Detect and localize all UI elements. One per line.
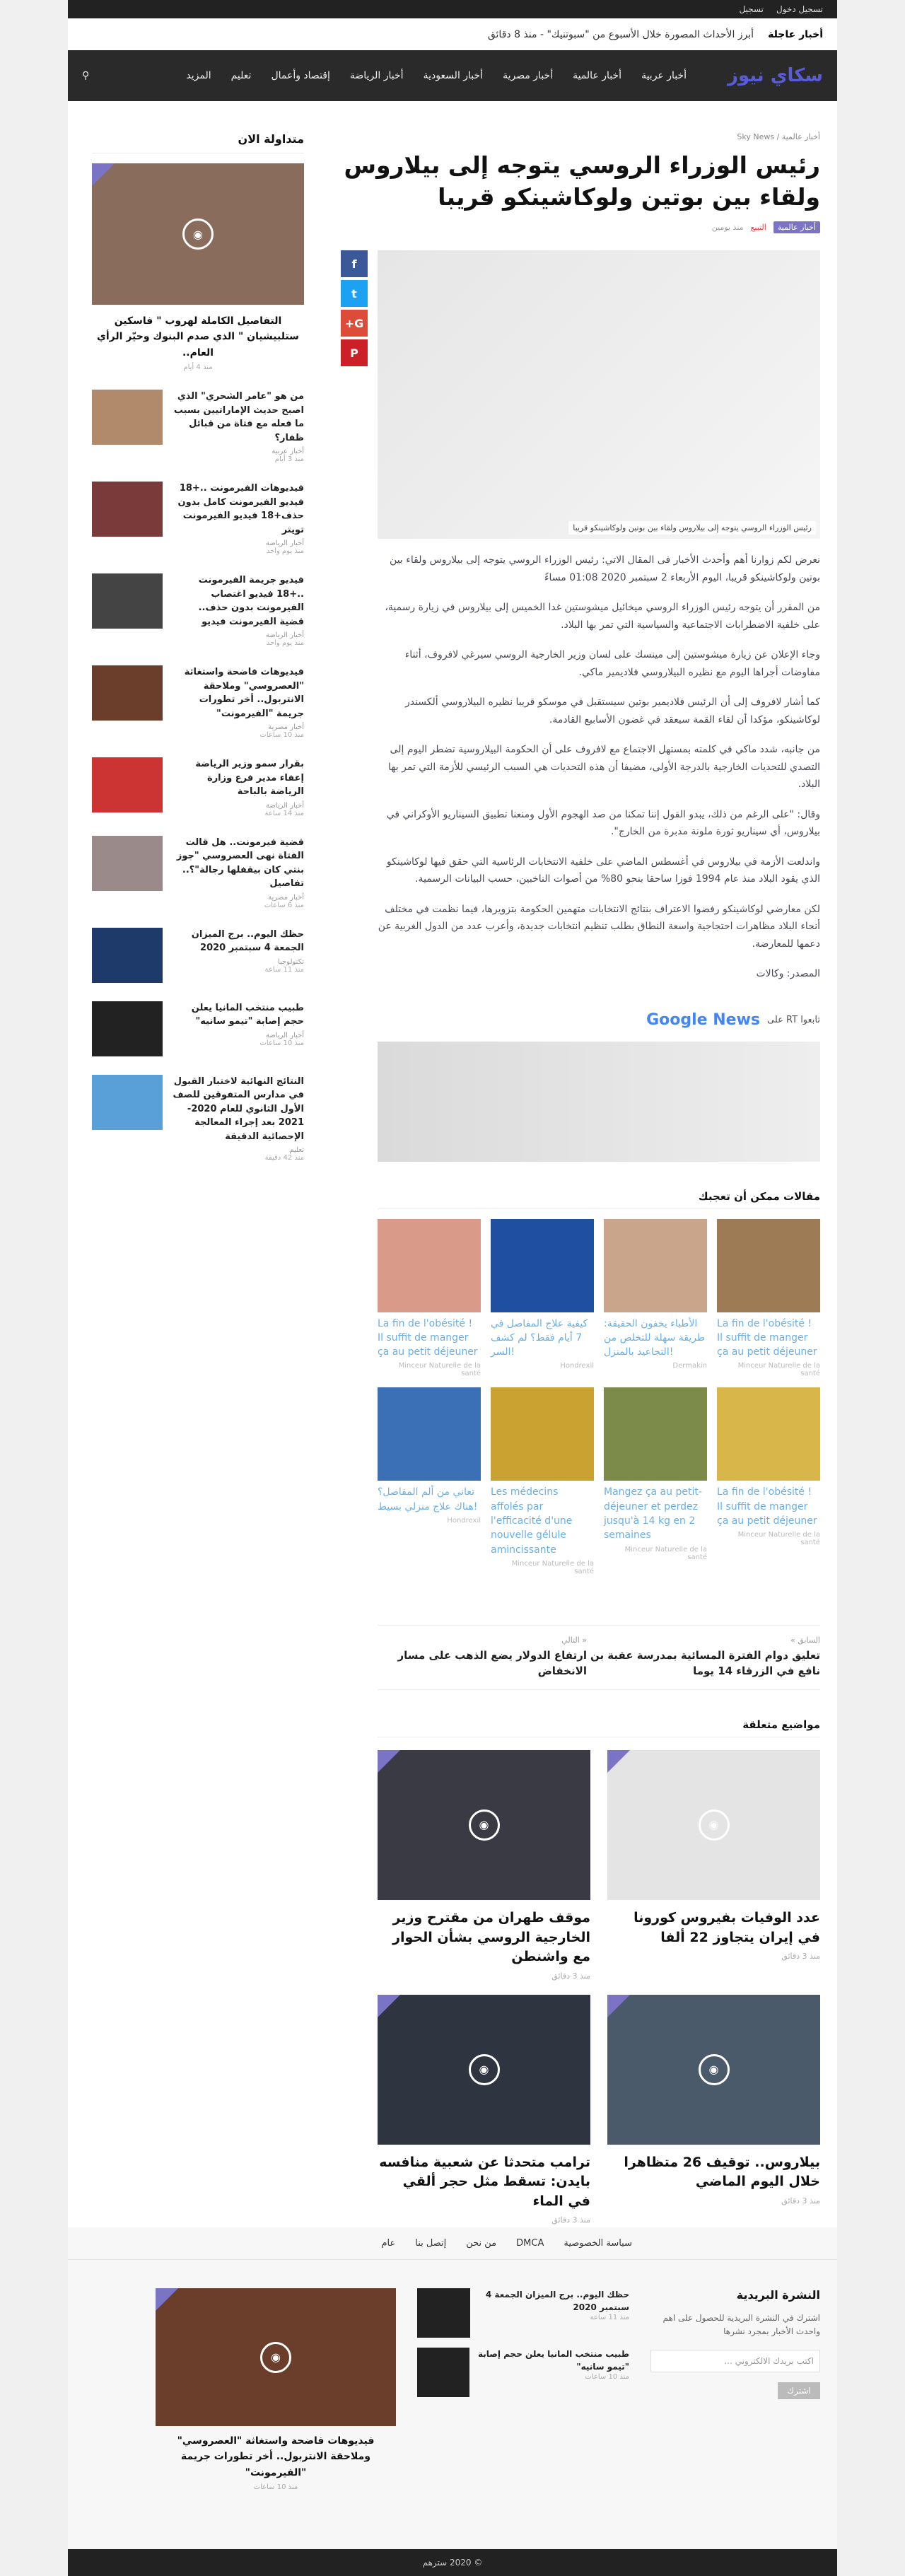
recommended-image[interactable]: [604, 1219, 707, 1312]
trending-title[interactable]: من هو "عامر الشحري" الذي اصبح حديث الإماراتيين بسبب ما فعله مع فتاة من قبائل ظفار؟: [173, 391, 304, 443]
recommended-card[interactable]: [717, 1219, 820, 1378]
feature-title[interactable]: التفاصيل الكاملة لهروب " فاسكين ستلبيشيان " الذي صدم البنوك وحيّر الرأي العام..: [97, 315, 299, 359]
related-image[interactable]: [607, 1995, 820, 2145]
footer-mini-thumb[interactable]: [417, 2348, 469, 2397]
related-title: مواضيع متعلقة: [378, 1718, 820, 1737]
recommended-title[interactable]: الأطباء يخفون الحقيقة: طريقة سهلة للتخلص من التجاعيد بالمنزل!: [604, 1317, 706, 1358]
trending-date: منذ 14 ساعة: [264, 809, 304, 817]
trending-title[interactable]: النتائج النهائية لاختبار القبول في مدارس المتفوقين للصف الأول الثانوي للعام 2020-2021 بعد إجراء المعالجة الإحصائية الدقيقة: [173, 1076, 304, 1142]
footer-mini-title[interactable]: حظك اليوم.. برج الميزان الجمعة 4 سبتمبر 2020: [485, 2290, 629, 2312]
trending-date: منذ يوم واحد: [266, 639, 304, 648]
newsletter-title: النشرة البريدية: [736, 2288, 820, 2302]
page: [68, 0, 837, 2576]
camera-icon: ◉: [699, 1809, 730, 1841]
register-link[interactable]: تسجيل: [739, 4, 764, 14]
site-logo[interactable]: سكاي نيوز: [728, 65, 823, 86]
recommended-title[interactable]: كيفية علاج المفاصل في 7 أيام فقط؟ لم كشف السر!: [491, 1317, 588, 1358]
trending-thumb[interactable]: [92, 836, 163, 891]
next-title[interactable]: ارتفاع الدولار يضع الذهب على مسار الانخفاض: [397, 1648, 587, 1678]
recommended-card[interactable]: [491, 1387, 594, 1575]
top-bar: [68, 0, 837, 18]
trending-category[interactable]: أخبار مصرية: [268, 723, 304, 732]
trending-category[interactable]: أخبار الرياضة: [265, 1031, 304, 1039]
article-time: منذ يومين: [711, 223, 744, 233]
nav-item-more[interactable]: المزيد: [186, 70, 211, 81]
recommended-source: Hondrexil: [560, 1362, 594, 1370]
related-card[interactable]: [607, 1995, 820, 2225]
recommended-image[interactable]: [378, 1219, 481, 1312]
article-paragraph: كما أشار لافروف إلى أن الرئيس فلاديمير بوتين سيستقبل في موسكو قريبا نظيره البيلاروسي ألكسندر لوكاشينكو، مؤكدا أن لقاء القمة سيعقد في غضون الأسابيع القادمة.: [404, 697, 820, 725]
trending-title[interactable]: بقرار سمو وزير الرياضة إعفاء مدير فرع وزارة الرياضة بالباحة: [195, 759, 304, 798]
nav-item-education[interactable]: تعليم: [230, 70, 252, 81]
recommended-source: Minceur Naturelle de la santé: [737, 1531, 820, 1547]
next-post[interactable]: [354, 1636, 587, 1679]
camera-icon: ◉: [699, 2054, 730, 2085]
related-card[interactable]: [607, 1750, 820, 1981]
camera-icon: ◉: [469, 1809, 500, 1841]
trending-item[interactable]: [92, 573, 304, 647]
related-title[interactable]: موقف طهران من مقترح وزير الخارجية الروسي بشأن الحوار مع واشنطن: [392, 1909, 590, 1965]
feature-image[interactable]: [92, 163, 304, 305]
trending-thumb[interactable]: [92, 928, 163, 983]
related-date: منذ 3 دقائق: [781, 1952, 820, 1962]
recommended-image[interactable]: [491, 1219, 594, 1312]
breaking-news-bar: [68, 18, 837, 50]
article-paragraph: من المقرر أن يتوجه رئيس الوزراء الروسي ميخائيل ميشوستين غدا الخميس إلى بيلاروس في زيارة رسمية، على خلفية الاضطرابات الاجتماعية والسياسية التي تمر بها البلاد.: [385, 602, 820, 631]
footer-mini-list: [417, 2288, 629, 2491]
trending-title[interactable]: فيديوهات الفيرمونت ..+18 فيديو الفيرمونت كامل بدون حذف+18 فيديو الفيرمونت تويتر: [177, 483, 304, 535]
nav-item-egypt[interactable]: أخبار مصرية: [503, 70, 554, 81]
article-paragraph: وجاء الإعلان عن زيارة ميشوستين إلى مينسك على لسان وزير الخارجية الروسي سيرغي لافروف، أثناء مفاوضات أجراها اليوم مع نظيره البيلاروسي فلاديمير ماكي.: [404, 649, 820, 678]
trending-title: متداولة الان: [92, 132, 304, 153]
related-title[interactable]: ترامب متحدثا عن شعبية منافسه بايدن: تسقط مثل حجر ألقي في الماء: [379, 2154, 590, 2209]
trending-date: منذ 11 ساعة: [264, 965, 304, 974]
recommended-source: Dermakin: [672, 1362, 707, 1370]
nav-item-economy[interactable]: إقتصاد وأعمال: [271, 70, 330, 81]
trending-item[interactable]: [92, 928, 304, 983]
recommended-card[interactable]: [717, 1387, 820, 1575]
footer-mini-item[interactable]: [417, 2288, 629, 2338]
category-badge[interactable]: أخبار عالمية: [773, 221, 820, 233]
footer-link-privacy[interactable]: سياسة الخصوصية: [564, 2238, 632, 2249]
related-date: منذ 3 دقائق: [551, 2215, 590, 2225]
related-card[interactable]: [378, 1995, 590, 2225]
next-label: « التالي: [561, 1635, 587, 1645]
trending-date: منذ 10 ساعات: [259, 731, 304, 740]
trending-title[interactable]: فيديو جريمة الفيرمونت ..+18 فيديو اغتصاب الفيرمونت بدون حذف.. قضية الفيرمونت فيديو: [198, 575, 304, 627]
nav-item-arab[interactable]: أخبار عربية: [641, 70, 687, 81]
trending-thumb[interactable]: [92, 573, 163, 629]
trending-category[interactable]: أخبار الرياضة: [265, 540, 304, 548]
trending-date: منذ 10 ساعات: [259, 1039, 304, 1047]
recommended-source: Minceur Naturelle de la santé: [398, 1362, 481, 1378]
gnews-text: تابعوا RT على: [767, 1014, 820, 1025]
facebook-icon[interactable]: f: [341, 250, 368, 277]
recommended-card[interactable]: [491, 1219, 594, 1378]
footer-mini-title[interactable]: طبيب منتخب المانيا يعلن حجم إصابة "تيمو سانيه": [477, 2349, 629, 2372]
recommended-source: Minceur Naturelle de la santé: [737, 1362, 820, 1378]
newsletter-text: اشترك في النشرة البريدية للحصول على اهم واحدث الأخبار بمجرد نشرها: [662, 2313, 820, 2337]
trending-date: منذ 42 دقيقة: [264, 1154, 304, 1162]
prev-label: السابق »: [790, 1635, 820, 1645]
nav-item-saudi[interactable]: أخبار السعودية: [423, 70, 484, 81]
nav-item-sports[interactable]: أخبار الرياضة: [349, 70, 404, 81]
article-paragraph: وقال: "على الرغم من ذلك، يبدو القول إننا تمكنا من صد الهجوم الأول ومنعنا تطبيق السيناريو الأوكراني في بيلاروس، أي سيناريو ثورة ملونة مدبرة من الخارج".: [386, 808, 820, 838]
recommended-card[interactable]: [604, 1219, 707, 1378]
camera-icon: ◉: [260, 2342, 291, 2373]
trending-title[interactable]: فيديوهات فاضحة واستغاثة "العصروسي" وملاحقة الانتربول.. أخر تطورات جريمة "الفيرمونت": [184, 667, 304, 719]
trending-category[interactable]: تكنولوجيا: [278, 957, 304, 966]
share-bar: [341, 250, 368, 2225]
trending-item[interactable]: [92, 665, 304, 739]
trending-item[interactable]: [92, 836, 304, 909]
trending-date: منذ 6 ساعات: [264, 901, 304, 909]
trending-thumb[interactable]: [92, 665, 163, 721]
recommended-image[interactable]: [491, 1387, 594, 1481]
related-date: منذ 3 دقائق: [781, 2196, 820, 2205]
related-card[interactable]: [378, 1750, 590, 1981]
related-image[interactable]: [378, 1995, 590, 2145]
footer-mini-thumb[interactable]: [417, 2288, 470, 2338]
recommended-image[interactable]: [604, 1387, 707, 1481]
main-nav: [68, 50, 837, 101]
trending-thumb[interactable]: [92, 1001, 163, 1056]
related-date: منذ 3 دقائق: [551, 1971, 590, 1981]
camera-icon: ◉: [182, 218, 214, 250]
footer-link-about[interactable]: من نحن: [466, 2238, 497, 2249]
article-paragraph: نعرض لكم زوارنا أهم وأحدث الأخبار فى المقال الاتي: رئيس الوزراء الروسي يتوجه إلى بيلاروس ولقاء بين بوتين ولوكاشينكو قريبا، اليوم الأربعاء 2 سبتمبر 2020 01:08 مساءً: [390, 554, 820, 583]
recommended-source: Hondrexil: [447, 1517, 481, 1525]
article-title: رئيس الوزراء الروسي يتوجه إلى بيلاروس ولقاء بين بوتين ولوكاشينكو قريبا: [344, 151, 820, 211]
footer-feature-title[interactable]: فيديوهات فاضحة واستغاثة "العصروسي" وملاحقة الانتربول.. أخر تطورات جريمة "الفيرمونت": [177, 2435, 375, 2478]
trending-category[interactable]: أخبار الرياضة: [265, 801, 304, 810]
footer-mini-date: منذ 11 ساعة: [590, 2314, 629, 2321]
trending-item[interactable]: [92, 757, 304, 817]
footer-link-general[interactable]: عام: [381, 2238, 396, 2249]
recommended-title[interactable]: La fin de l'obésité ! Il suffit de manger ça au petit déjeuner: [378, 1317, 478, 1358]
recommended-title[interactable]: La fin de l'obésité ! Il suffit de manger ça au petit déjeuner: [717, 1486, 817, 1527]
prev-next-nav: [378, 1625, 820, 1690]
trending-date: منذ يوم واحد: [266, 547, 304, 556]
search-icon[interactable]: ⚲: [82, 70, 90, 81]
trending-item[interactable]: [92, 1075, 304, 1162]
trending-item[interactable]: [92, 482, 304, 555]
recommended-source: Minceur Naturelle de la santé: [624, 1545, 707, 1561]
recommended-image[interactable]: [717, 1387, 820, 1481]
footer-feature-image[interactable]: [156, 2288, 396, 2426]
footer-nav: [68, 2227, 837, 2260]
recommended-card[interactable]: [604, 1387, 707, 1575]
trending-thumb[interactable]: [92, 1075, 163, 1130]
trending-thumb[interactable]: [92, 757, 163, 812]
related-image[interactable]: [607, 1750, 820, 1900]
recommended-source: Minceur Naturelle de la santé: [511, 1559, 594, 1575]
newsletter: [650, 2288, 820, 2491]
nav-item-world[interactable]: أخبار عالمية: [573, 70, 622, 81]
trending-title[interactable]: قضية فيرمونت.. هل قالت الفتاة نهى العصروسي "جوز بنتي كان بيقفلها رجالة"؟.. تفاصيل: [176, 837, 304, 890]
footer-feature-date: منذ 10 ساعات: [253, 2483, 298, 2492]
article-paragraph: من جانبه، شدد ماكي في كلمته بمستهل الاجتماع مع لافروف على أن الحكومة البيلاروسية تضطر اليوم إلى التصدي للتحديات الخارجية بالدرجة الأولى، مضيفا أن هذه التحديات هي السبب الرئيسي للأزمة التي تمر بها البلاد.: [388, 744, 820, 791]
google-news-logo[interactable]: Google News: [646, 1010, 760, 1029]
footer-link-dmca[interactable]: DMCA: [516, 2238, 544, 2249]
footer-feature[interactable]: [156, 2288, 396, 2491]
prev-post[interactable]: [587, 1636, 820, 1679]
recommended-title[interactable]: La fin de l'obésité ! Il suffit de manger ça au petit déjeuner: [717, 1317, 817, 1358]
copyright: © 2020 سترهم: [68, 2549, 837, 2576]
article-hero-image: [378, 250, 820, 539]
trending-category[interactable]: أخبار الرياضة: [265, 631, 304, 640]
trending-date: منذ 3 أيام: [274, 455, 304, 464]
google-news-follow[interactable]: [378, 1011, 820, 1029]
trending-thumb[interactable]: [92, 390, 163, 445]
trending-item[interactable]: [92, 1001, 304, 1056]
breadcrumb[interactable]: أخبار عالمية / Sky News: [737, 132, 820, 141]
trending-category[interactable]: تعليم: [289, 1146, 304, 1155]
recommended-title[interactable]: تعاني من ألم المفاصل؟ هناك علاج منزلي بسيط!: [378, 1486, 478, 1513]
trending-category[interactable]: أخبار عربية: [272, 448, 304, 456]
feature-date: منذ 4 أيام: [183, 363, 213, 372]
article-paragraph: لكن معارضي لوكاشينكو رفضوا الاعتراف بنتائج الانتخابات متهمين الحكومة بتزويرها، فيما نظمت في مختلف أنحاء البلاد مظاهرات احتجاجية واسعة النطاق بطلب تنظيم انتخابات جديدة، وأعرب عدد من الدول الغربية عن دعمها للمعارضة.: [378, 903, 820, 950]
footer: [68, 2227, 837, 2576]
related-image[interactable]: [378, 1750, 590, 1900]
hot-label: التبيع: [750, 223, 766, 233]
footer-link-contact[interactable]: إتصل بنا: [415, 2238, 447, 2249]
recommended-title: مقالات ممكن أن تعجبك: [378, 1190, 820, 1209]
recommended-title[interactable]: Mangez ça au petit-déjeuner et perdez jusqu'à 14 kg en 2 semaines: [604, 1486, 702, 1541]
related-title[interactable]: بيلاروس.. توقيف 26 متظاهرا خلال اليوم الماضي: [624, 2154, 820, 2190]
article-column: [325, 132, 820, 2225]
login-link[interactable]: تسجيل دخول: [776, 4, 823, 14]
prev-title[interactable]: تعليق دوام الفترة المسائية بمدرسة عقبة بن نافع في الزرقاء 14 يوما: [590, 1648, 820, 1678]
image-caption: رئيس الوزراء الروسي يتوجه إلى بيلاروس ولقاء بين بوتين ولوكاشينكو قريبا: [568, 521, 816, 535]
breaking-label: أخبار عاجلة: [768, 28, 823, 40]
recommended-card[interactable]: [378, 1219, 481, 1378]
recommended-grid: [378, 1219, 820, 1575]
related-grid: [378, 1750, 820, 2225]
sidebar: [92, 132, 304, 2225]
article-paragraph: واندلعت الأزمة في بيلاروس في أغسطس الماضي على خلفية الانتخابات الرئاسية التي حقق فيها لوكاشينكو الذي يقود البلاد منذ عام 1994 فوزا ساحقا بنحو 80% من أصوات الناخبين، حسب البيانات الرسمية.: [386, 856, 820, 885]
footer-mini-date: منذ 10 ساعات: [585, 2373, 629, 2381]
article-meta: [325, 221, 820, 233]
trending-title[interactable]: طبيب منتخب المانيا يعلن حجم إصابة "تيمو سانيه": [191, 1002, 304, 1027]
trending-thumb[interactable]: [92, 482, 163, 537]
recommended-image[interactable]: [378, 1387, 481, 1481]
twitter-icon[interactable]: t: [341, 280, 368, 307]
trending-feature[interactable]: [92, 163, 304, 371]
recommended-card[interactable]: [378, 1387, 481, 1575]
article-paragraph: المصدر: وكالات: [756, 968, 820, 980]
newsletter-email-field[interactable]: اكتب بريدك الالكتروني ...: [650, 2350, 820, 2372]
subscribe-button[interactable]: اشترك: [778, 2382, 820, 2399]
trending-item[interactable]: [92, 390, 304, 463]
breaking-text[interactable]: أبرز الأحداث المصورة خلال الأسبوع من "سبوتنيك" - منذ 8 دقائق: [487, 28, 754, 40]
camera-icon: ◉: [469, 2054, 500, 2085]
related-title[interactable]: عدد الوفيات بفيروس كورونا في إيران يتجاوز 22 ألفا: [634, 1909, 820, 1945]
ad-banner[interactable]: [378, 1042, 820, 1162]
pinterest-icon[interactable]: P: [341, 339, 368, 366]
footer-mini-item[interactable]: [417, 2348, 629, 2397]
trending-category[interactable]: أخبار مصرية: [268, 893, 304, 902]
trending-title[interactable]: حظك اليوم.. برج الميزان الجمعة 4 سبتمبر 2020: [191, 928, 304, 954]
recommended-image[interactable]: [717, 1219, 820, 1312]
google-plus-icon[interactable]: G+: [341, 310, 368, 337]
recommended-title[interactable]: Les médecins affolés par l'efficacité d'une nouvelle gélule amincissante: [491, 1486, 573, 1556]
